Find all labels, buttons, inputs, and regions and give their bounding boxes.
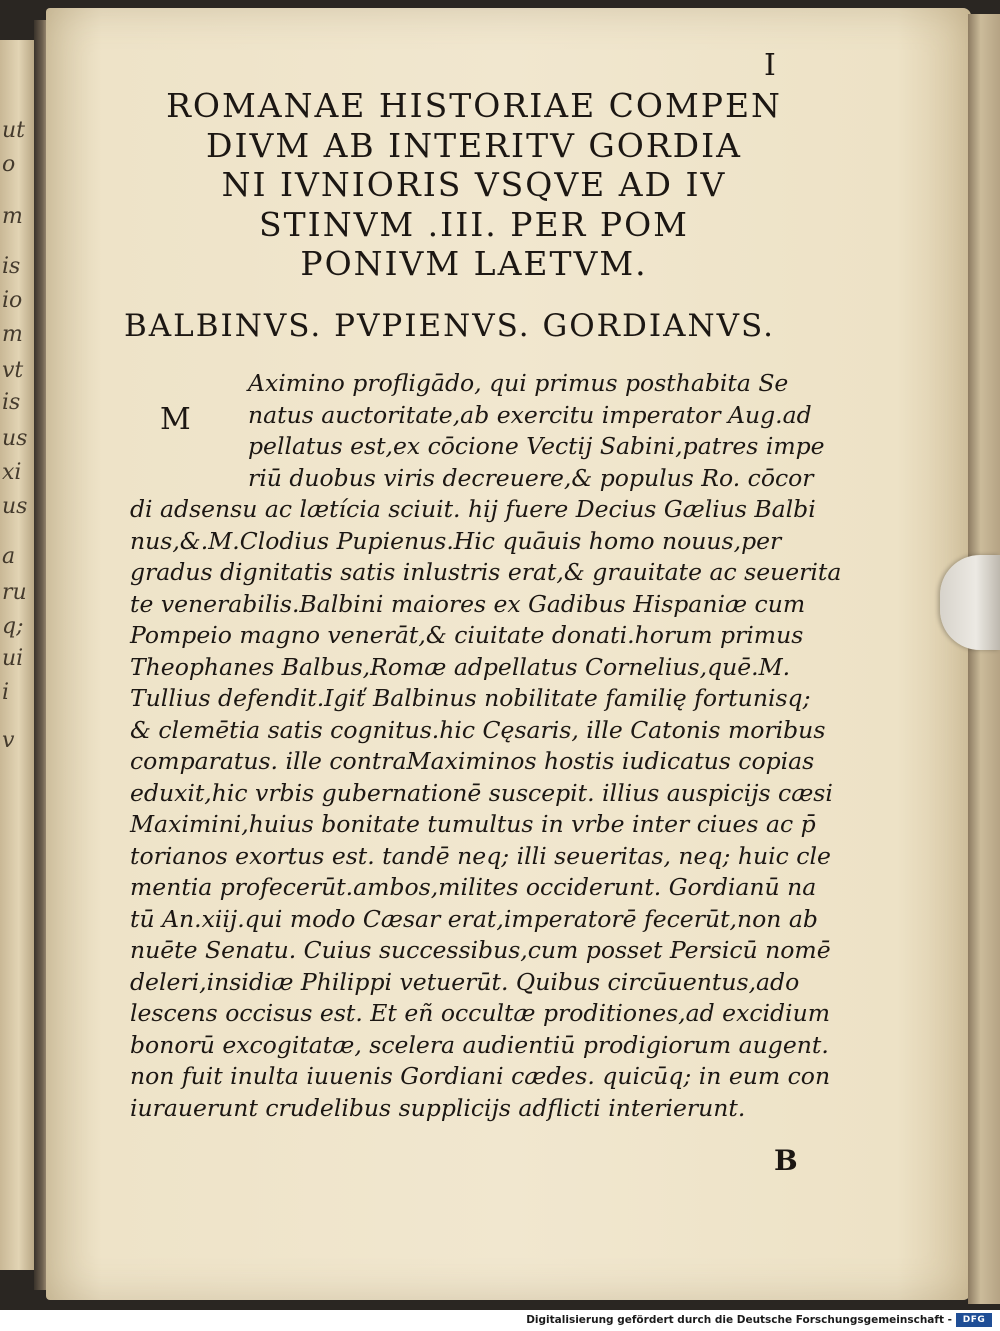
page-stack-edge (968, 14, 1000, 1304)
funding-note: Digitalisierung gefördert durch die Deutsche Forschungsgemeinschaft - (526, 1314, 952, 1326)
text-line: Theophanes Balbus,Romæ adpellatus Cornelius,quē.M. (130, 652, 791, 681)
facing-page-fragment: a (2, 544, 16, 569)
catchword: B (774, 1144, 798, 1177)
dfg-logo: DFG (956, 1313, 992, 1327)
section-heading: BALBINVS. PVPIENVS. GORDIANVS. (124, 308, 775, 344)
facing-page-fragment: v (2, 728, 15, 753)
text-line: comparatus. ille contraMaximinos hostis iudicatus copias (130, 747, 815, 775)
text-line: riū duobus viris decreuere,& populus Ro. cōcor (248, 463, 814, 492)
page-clip (940, 555, 1000, 650)
folio-number: I (764, 48, 777, 83)
facing-page-fragment: i (2, 680, 10, 705)
title-block (164, 86, 784, 284)
title-line: ROMANAE HISTORIAE COMPEN (166, 86, 782, 125)
text-line: nus,&.M.Clodius Pupienus.Hic quāuis homo nouus,per (130, 526, 782, 555)
title-line: NI IVNIORIS VSQVE AD IV (221, 165, 727, 204)
facing-page-fragment: vt (2, 358, 24, 383)
facing-page-fragment: o (2, 152, 16, 177)
facing-page-fragment: ui (2, 646, 24, 671)
text-line: Aximino profligādo, qui primus posthabita Se (248, 369, 789, 397)
facing-page-edge (0, 40, 34, 1270)
text-line: Tullius defendit.Igiť Balbinus nobilitate familię fortunisq; (130, 684, 811, 712)
text-line: pellatus est,ex cōcione Vectij Sabini,patres impe (248, 432, 825, 460)
text-line: natus auctoritate,ab exercitu imperator Aug.ad (248, 400, 812, 429)
body-text (130, 368, 840, 1124)
facing-page-fragment: is (2, 390, 21, 415)
text-line: nuēte Senatu. Cuius successibus,cum posset Persicū nomē (130, 936, 831, 964)
text-line: bonorū excogitatæ, scelera audientiū prodigiorum augent. (130, 1030, 829, 1059)
title-line: PONIVM LAETVM. (300, 244, 648, 283)
text-line: di adsensu ac lætícia sciuit. hij fuere Decius Gælius Balbi (130, 495, 816, 523)
facing-page-fragment: ru (2, 580, 27, 605)
title-line: DIVM AB INTERITV GORDIA (206, 125, 742, 165)
facing-page-fragment: q; (2, 614, 24, 639)
text-line: Pompeio magno venerāt,& ciuitate donati.horum primus (130, 621, 804, 649)
title-line: STINVM .III. PER POM (259, 204, 689, 244)
document-page (46, 8, 971, 1300)
text-line: te venerabilis.Balbini maiores ex Gadibus Hispaniæ cum (130, 589, 806, 618)
text-line: tū An.xiij.qui modo Cæsar erat,imperatorē fecerūt,non ab (130, 904, 818, 933)
facing-page-fragment: m (2, 322, 23, 347)
facing-page-fragment: io (2, 288, 23, 313)
initial-letter: M (160, 402, 191, 437)
facing-page-fragment: us (2, 426, 28, 451)
text-line: eduxit,hic vrbis gubernationē suscepit. illius auspicijs cæsi (130, 778, 833, 807)
text-line: iurauerunt crudelibus supplicijs adflicti interierunt. (130, 1093, 746, 1122)
text-line: Maximini,huius bonitate tumultus in vrbe inter ciues ac p̄ (130, 810, 816, 838)
text-line: torianos exortus est. tandē neq; illi seueritas, neq; huic cle (130, 841, 831, 870)
text-line: gradus dignitatis satis inlustris erat,& grauitate ac seuerita (130, 558, 842, 586)
facing-page-fragment: ut (2, 118, 26, 143)
text-line: & clemētia satis cognitus.hic Cęsaris, ille Catonis moribus (130, 715, 826, 744)
text-line: mentia profecerūt.ambos,milites occiderunt. Gordianū na (130, 873, 817, 901)
facing-page-fragment: is (2, 254, 21, 279)
facing-page-fragment: m (2, 204, 23, 229)
text-line: deleri,insidiæ Philippi vetuerūt. Quibus circūuentus,ado (130, 967, 800, 996)
facing-page-fragment: xi (2, 460, 22, 485)
facing-page-fragment: us (2, 494, 28, 519)
text-line: non fuit inulta iuuenis Gordiani cædes. quicūq; in eum con (130, 1062, 831, 1090)
text-line: lescens occisus est. Et eñ occultæ proditiones,ad excidium (130, 999, 830, 1027)
